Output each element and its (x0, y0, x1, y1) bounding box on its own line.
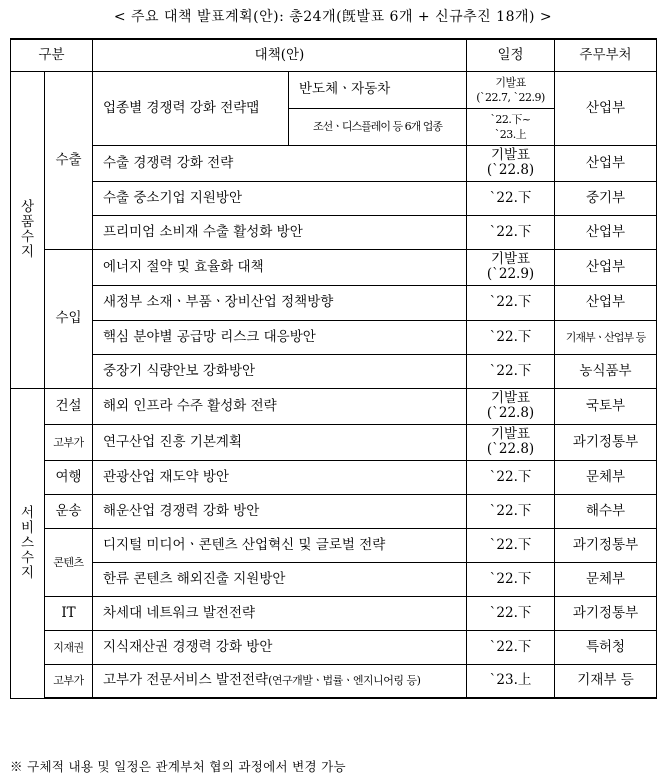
ministry-cell: 과기정통부 (555, 424, 657, 460)
ministry-cell: 문체부 (555, 562, 657, 596)
footnote: ※ 구체적 내용 및 일정은 관계부처 협의 과정에서 변경 가능 (10, 759, 346, 774)
ministry-cell: 과기정통부 (555, 528, 657, 562)
table-row (11, 249, 657, 285)
schedule-cell: `22.下 (467, 320, 555, 354)
schedule-cell: `22.下 (467, 285, 555, 320)
schedule-cell: `22.下 (467, 562, 555, 596)
schedule-cell: 기발표 (`22.9) (467, 249, 555, 285)
ministry-cell: 문체부 (555, 460, 657, 494)
ministry-cell: 과기정통부 (555, 596, 657, 630)
ministry-cell: 산업부 (555, 145, 657, 181)
header-schedule: 일정 (467, 39, 555, 71)
ministry-cell: 특허청 (555, 630, 657, 664)
plan-table (10, 38, 657, 699)
table-row (11, 181, 657, 215)
sub-measure-cell: 조선ㆍ디스플레이 등 6개 업종 (289, 108, 467, 145)
ministry-cell: 기재부 등 (555, 664, 657, 698)
measure-cell: 수출 중소기업 지원방안 (93, 181, 467, 215)
ministry-cell: 기재부ㆍ산업부 등 (555, 320, 657, 354)
subgroup-transport: 운송 (45, 494, 93, 528)
schedule-cell: `22.下 (467, 528, 555, 562)
table-row (11, 71, 657, 108)
ministry-cell: 농식품부 (555, 354, 657, 388)
ministry-cell: 국토부 (555, 388, 657, 424)
measure-cell: 새정부 소재ㆍ부품ㆍ장비산업 정책방향 (93, 285, 467, 320)
schedule-cell: `22.下 (467, 354, 555, 388)
ministry-cell: 산업부 (555, 215, 657, 249)
table-row (11, 215, 657, 249)
table-row (11, 388, 657, 424)
schedule-cell: `22.下 (467, 630, 555, 664)
measure-cell: 차세대 네트워크 발전전략 (93, 596, 467, 630)
table-row (11, 460, 657, 494)
schedule-cell: `22.下 (467, 596, 555, 630)
schedule-cell: `22.下 (467, 181, 555, 215)
schedule-cell: `22.下 (467, 460, 555, 494)
measure-cell: 관광산업 재도약 방안 (93, 460, 467, 494)
subgroup-construction: 건설 (45, 388, 93, 424)
measure-cell: 수출 경쟁력 강화 전략 (93, 145, 467, 181)
group-goods: 상 품 수 지 (11, 71, 45, 388)
subgroup-highvalue: 고부가 (45, 424, 93, 460)
table-row (11, 320, 657, 354)
subgroup-contents: 콘텐츠 (45, 528, 93, 596)
measure-cell: 해외 인프라 수주 활성화 전략 (93, 388, 467, 424)
table-row (11, 596, 657, 630)
table-row (11, 494, 657, 528)
table-row (11, 664, 657, 698)
ministry-cell: 산업부 (555, 71, 657, 145)
schedule-cell: 기발표 (`22.8) (467, 145, 555, 181)
ministry-cell: 해수부 (555, 494, 657, 528)
table-row (11, 562, 657, 596)
header-measure: 대책(안) (93, 39, 467, 71)
measure-note: (연구개발ㆍ법률ㆍ엔지니어링 등) (268, 674, 421, 688)
measure-cell: 업종별 경쟁력 강화 전략맵 (93, 71, 289, 145)
table-row (11, 630, 657, 664)
ministry-cell: 중기부 (555, 181, 657, 215)
header-category: 구분 (11, 39, 93, 71)
header-row (11, 39, 657, 71)
schedule-cell: `22.下 (467, 215, 555, 249)
table-row (11, 145, 657, 181)
measure-cell: 프리미엄 소비재 수출 활성화 방안 (93, 215, 467, 249)
subgroup-export: 수출 (45, 71, 93, 249)
ministry-cell: 산업부 (555, 249, 657, 285)
schedule-cell: `22.下~ `23.上 (467, 108, 555, 145)
measure-cell: 에너지 절약 및 효율화 대책 (93, 249, 467, 285)
ministry-cell: 산업부 (555, 285, 657, 320)
schedule-cell: 기발표 (`22.8) (467, 388, 555, 424)
schedule-cell: 기발표 (`22.8) (467, 424, 555, 460)
table-row (11, 424, 657, 460)
table-title: < 주요 대책 발표계획(안): 총24개(旣발표 6개 + 신규추진 18개) > (113, 9, 553, 25)
table-row (11, 285, 657, 320)
measure-cell: 연구산업 진흥 기본계획 (93, 424, 467, 460)
table-row (11, 354, 657, 388)
sub-measure-cell: 반도체ㆍ자동차 (289, 71, 467, 108)
header-ministry: 주무부처 (555, 39, 657, 71)
subgroup-ip: 지재권 (45, 630, 93, 664)
group-service: 서 비 스 수 지 (11, 388, 45, 698)
subgroup-highvalue: 고부가 (45, 664, 93, 698)
schedule-cell: `23.上 (467, 664, 555, 698)
subgroup-it: IT (45, 596, 93, 630)
schedule-cell: `22.下 (467, 494, 555, 528)
measure-cell: 지식재산권 경쟁력 강화 방안 (93, 630, 467, 664)
measure-cell: 핵심 분야별 공급망 리스크 대응방안 (93, 320, 467, 354)
measure-cell: 중장기 식량안보 강화방안 (93, 354, 467, 388)
measure-cell: 고부가 전문서비스 발전전략(연구개발ㆍ법률ㆍ엔지니어링 등) (93, 664, 467, 698)
subgroup-import: 수입 (45, 249, 93, 388)
measure-cell: 한류 콘텐츠 해외진출 지원방안 (93, 562, 467, 596)
subgroup-tourism: 여행 (45, 460, 93, 494)
schedule-cell: 기발표 (`22.7, `22.9) (467, 71, 555, 108)
measure-cell: 디지털 미디어ㆍ콘텐츠 산업혁신 및 글로벌 전략 (93, 528, 467, 562)
table-row (11, 528, 657, 562)
measure-cell: 해운산업 경쟁력 강화 방안 (93, 494, 467, 528)
